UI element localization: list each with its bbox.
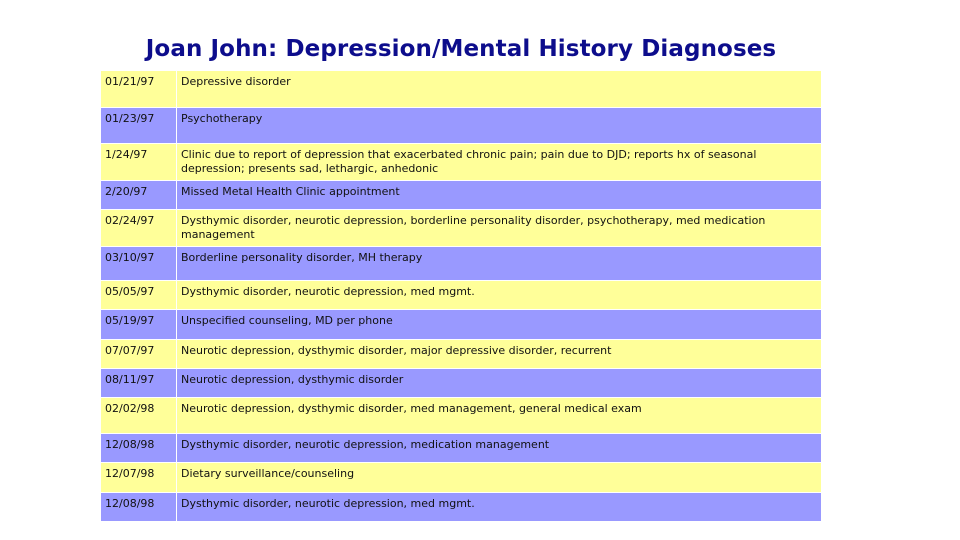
date-cell: 12/07/98 — [101, 462, 177, 492]
table-row — [101, 492, 821, 521]
table-row — [101, 180, 821, 209]
diagnosis-cell: Unspecified counseling, MD per phone — [177, 309, 822, 339]
date-cell: 02/02/98 — [101, 397, 177, 433]
diagnosis-cell: Borderline personality disorder, MH therapy — [177, 246, 822, 280]
table-row — [101, 280, 821, 309]
date-cell: 12/08/98 — [101, 492, 177, 521]
diagnosis-cell: Dietary surveillance/counseling — [177, 462, 822, 492]
diagnosis-cell: Psychotherapy — [177, 107, 822, 143]
date-cell: 1/24/97 — [101, 143, 177, 180]
table-row — [101, 107, 821, 143]
date-cell: 12/08/98 — [101, 433, 177, 462]
date-cell: 01/23/97 — [101, 107, 177, 143]
diagnosis-cell: Dysthymic disorder, neurotic depression, med mgmt. — [177, 492, 822, 521]
diagnosis-cell: Depressive disorder — [177, 71, 822, 107]
diagnoses-table — [101, 71, 821, 522]
table-row — [101, 339, 821, 368]
table-row — [101, 246, 821, 280]
date-cell: 03/10/97 — [101, 246, 177, 280]
date-cell: 07/07/97 — [101, 339, 177, 368]
diagnosis-cell: Neurotic depression, dysthymic disorder, major depressive disorder, recurrent — [177, 339, 822, 368]
diagnosis-cell: Dysthymic disorder, neurotic depression, borderline personality disorder, psychotherapy, med medication management — [177, 209, 822, 246]
diagnosis-cell: Clinic due to report of depression that exacerbated chronic pain; pain due to DJD; reports hx of seasonal depression; presents sad, lethargic, anhedonic — [177, 143, 822, 180]
date-cell: 01/21/97 — [101, 71, 177, 107]
table-row — [101, 71, 821, 107]
table-row — [101, 309, 821, 339]
table-row — [101, 143, 821, 180]
table-row — [101, 397, 821, 433]
diagnosis-cell: Neurotic depression, dysthymic disorder, med management, general medical exam — [177, 397, 822, 433]
diagnosis-cell: Dysthymic disorder, neurotic depression, medication management — [177, 433, 822, 462]
date-cell: 02/24/97 — [101, 209, 177, 246]
date-cell: 2/20/97 — [101, 180, 177, 209]
date-cell: 05/19/97 — [101, 309, 177, 339]
diagnosis-cell: Missed Metal Health Clinic appointment — [177, 180, 822, 209]
page-title: Joan John: Depression/Mental History Diagnoses — [145, 36, 777, 62]
table-row — [101, 462, 821, 492]
table-row — [101, 368, 821, 397]
date-cell: 05/05/97 — [101, 280, 177, 309]
diagnosis-cell: Dysthymic disorder, neurotic depression, med mgmt. — [177, 280, 822, 309]
table-row — [101, 209, 821, 246]
date-cell: 08/11/97 — [101, 368, 177, 397]
diagnosis-cell: Neurotic depression, dysthymic disorder — [177, 368, 822, 397]
table-row — [101, 433, 821, 462]
